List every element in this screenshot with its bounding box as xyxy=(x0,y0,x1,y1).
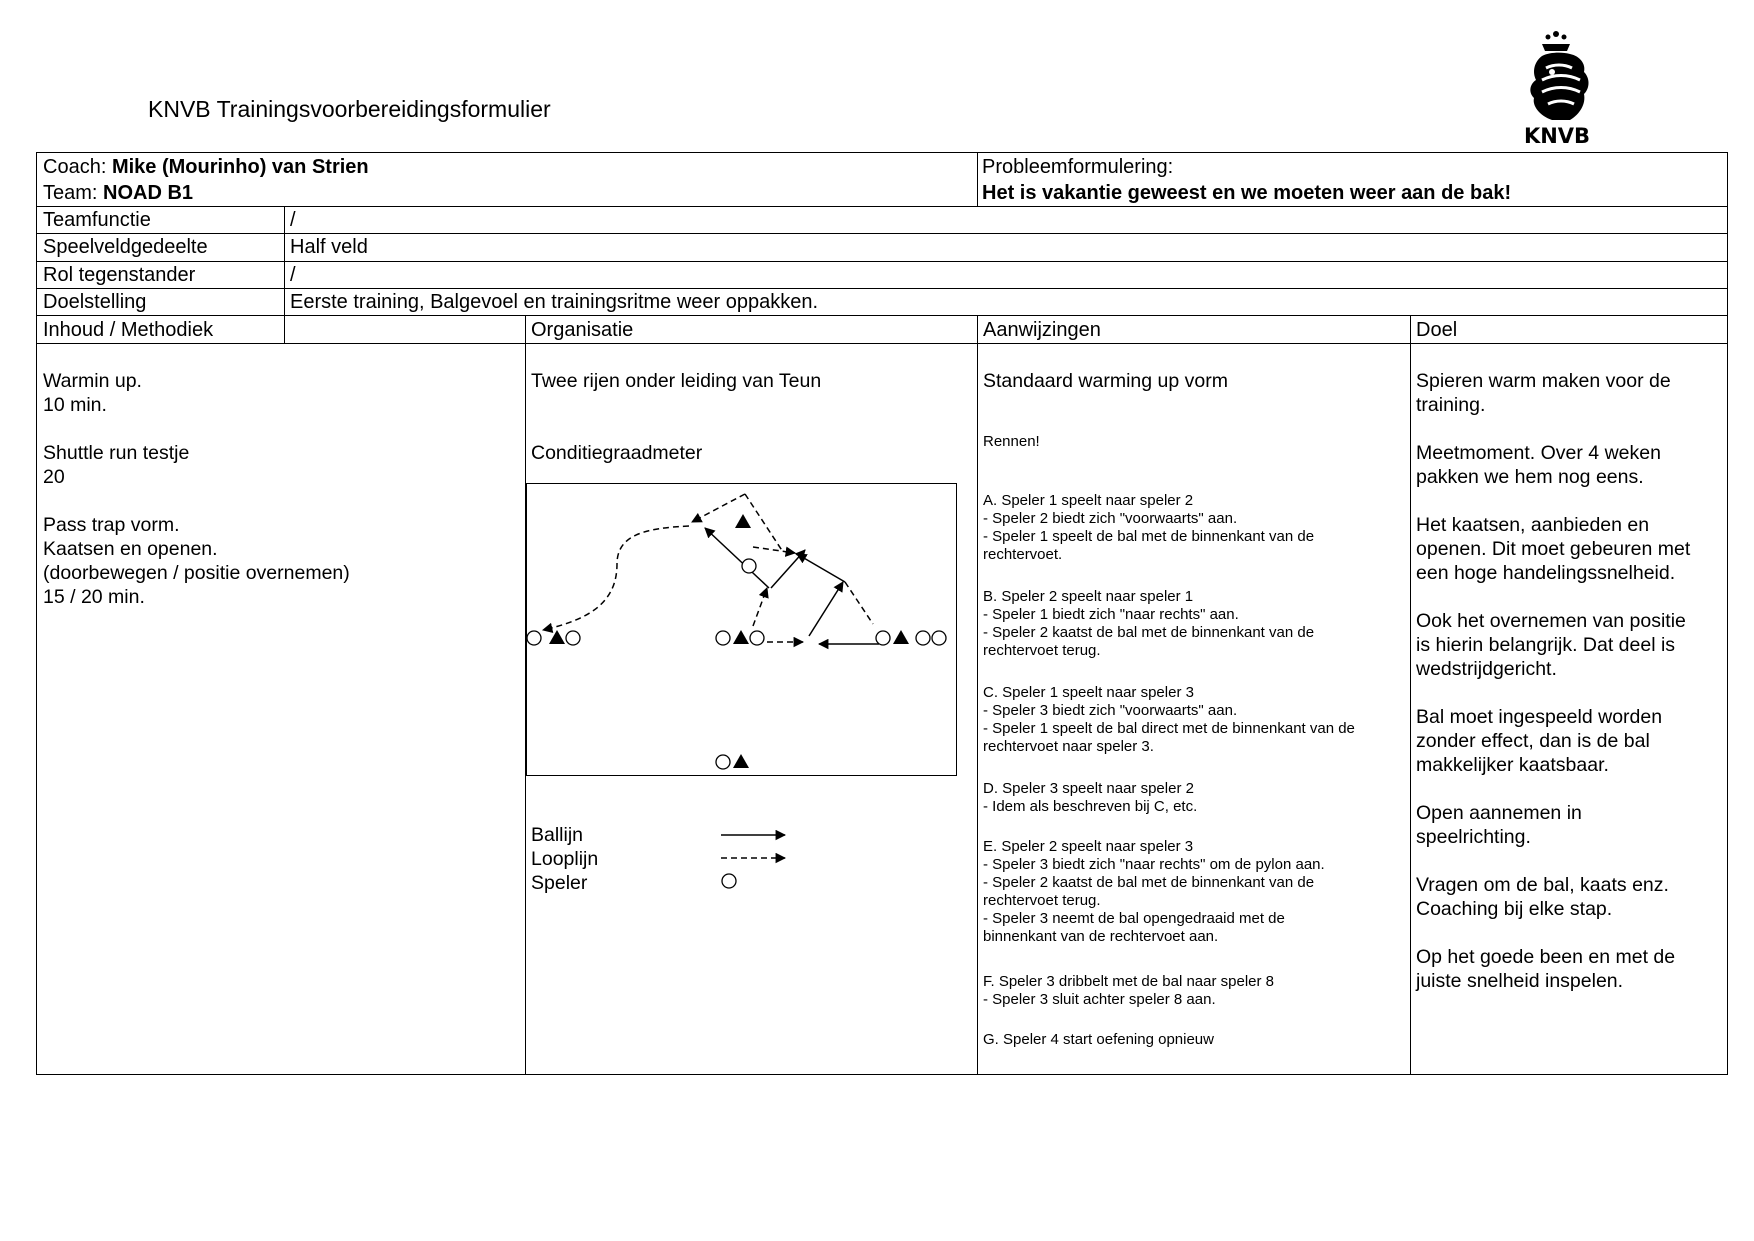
document-title: KNVB Trainingsvoorbereidingsformulier xyxy=(148,96,551,122)
coach-row xyxy=(43,155,369,179)
problem-text: Het is vakantie geweest en we moeten weer aan de bak! xyxy=(982,182,1512,204)
team-row xyxy=(43,181,193,205)
player-icon xyxy=(716,631,730,645)
column-header-doel: Doel xyxy=(1416,319,1458,341)
field-label-teamfunctie: Teamfunctie xyxy=(43,209,151,231)
organisatie-conditie: Conditiegraadmeter xyxy=(531,442,703,464)
coach-name: Mike (Mourinho) van Strien xyxy=(111,156,369,178)
field-label-doelstelling: Doelstelling xyxy=(43,291,147,313)
cone-icon xyxy=(549,630,565,644)
field-value-teamfunctie: / xyxy=(290,209,296,231)
aanwijzing-g: G. Speler 4 start oefening opnieuw xyxy=(983,1031,1214,1048)
doel-coaching: Vragen om de bal, kaats enz. Coaching bij elke stap. xyxy=(1416,874,1669,920)
doel-meetmoment: Meetmoment. Over 4 weken pakken we hem nog eens. xyxy=(1416,442,1661,488)
knvb-logo xyxy=(1512,28,1608,148)
field-value-doelstelling: Eerste training, Balgevoel en trainingsritme weer oppakken. xyxy=(290,291,819,313)
organisatie-warmup: Twee rijen onder leiding van Teun xyxy=(531,370,822,392)
field-value-rol-tegenstander: / xyxy=(290,264,296,286)
player-icon xyxy=(750,631,764,645)
ball-line xyxy=(705,528,769,588)
column-header-organisatie: Organisatie xyxy=(531,319,634,341)
legend-looplijn-label: Looplijn xyxy=(531,848,599,870)
problem-label: Probleemformulering: xyxy=(982,156,1174,178)
cone-icon xyxy=(733,754,749,768)
ball-line xyxy=(809,582,843,636)
column-header-aanwijzingen: Aanwijzingen xyxy=(983,319,1101,341)
run-line xyxy=(745,494,783,552)
run-line xyxy=(845,582,873,624)
run-line xyxy=(692,494,745,522)
training-form xyxy=(36,152,1728,1075)
run-line xyxy=(753,547,795,553)
player-icon xyxy=(566,631,580,645)
player-icon xyxy=(722,874,736,888)
logo-text: KNVB xyxy=(1523,124,1591,148)
field-label-speelveldgedeelte: Speelveldgedeelte xyxy=(43,236,208,258)
player-icon xyxy=(716,755,730,769)
run-line xyxy=(543,526,689,630)
cone-icon xyxy=(735,514,751,528)
doel-overnemen: Ook het overnemen van positie is hierin belangrijk. Dat deel is wedstrijdgericht. xyxy=(1416,610,1686,680)
aanwijzing-f: F. Speler 3 dribbelt met de bal naar speler 8 - Speler 3 sluit achter speler 8 aan. xyxy=(983,973,1274,1008)
legend-ballijn-label: Ballijn xyxy=(531,824,584,846)
column-header-inhoud: Inhoud / Methodiek xyxy=(43,319,214,341)
doel-open-aannemen: Open aannemen in speelrichting. xyxy=(1416,802,1582,848)
inhoud-warmup: Warmin up. 10 min. xyxy=(43,370,142,416)
aanwijzing-e: E. Speler 2 speelt naar speler 3 - Speler 3 biedt zich "naar rechts" om de pylon aan. - Speler 2 kaatst de bal met de binnenkant van de rechtervoet terug. - Speler 3 neemt de bal opengedraaid met de binnenkant van de rechtervoet aan. xyxy=(983,838,1325,945)
ball-line xyxy=(797,554,845,582)
doel-warmup: Spieren warm maken voor de training. xyxy=(1416,370,1671,416)
coach-label: Coach: xyxy=(43,156,107,178)
player-icon xyxy=(916,631,930,645)
inhoud-shuttle-run: Shuttle run testje 20 xyxy=(43,442,190,488)
aanwijzing-c: C. Speler 1 speelt naar speler 3 - Speler 3 biedt zich "voorwaarts" aan. - Speler 1 speelt de bal direct met de binnenkant van de rechtervoet naar speler 3. xyxy=(983,684,1355,755)
team-label: Team: xyxy=(43,182,98,204)
player-icon xyxy=(742,559,756,573)
cone-icon xyxy=(893,630,909,644)
field-label-rol-tegenstander: Rol tegenstander xyxy=(43,264,196,286)
field-value-speelveldgedeelte: Half veld xyxy=(290,236,368,258)
aanwijzingen-warmup: Standaard warming up vorm xyxy=(983,370,1228,392)
doel-inspelen: Bal moet ingespeeld worden zonder effect, dan is de bal makkelijker kaatsbaar. xyxy=(1416,706,1663,776)
inhoud-pass-trap: Pass trap vorm. Kaatsen en openen. (doorbewegen / positie overnemen) 15 / 20 min. xyxy=(43,514,350,608)
pass-pattern-diagram xyxy=(527,484,958,777)
legend-symbols xyxy=(719,825,799,897)
run-line xyxy=(753,588,767,626)
doel-goede-been: Op het goede been en met de juiste snelheid inspelen. xyxy=(1416,946,1676,992)
cone-icon xyxy=(733,630,749,644)
aanwijzing-rennen: Rennen! xyxy=(983,433,1040,450)
aanwijzing-b: B. Speler 2 speelt naar speler 1 - Speler 1 biedt zich "naar rechts" aan. - Speler 2 kaatst de bal met de binnenkant van de rechtervoet terug. xyxy=(983,588,1315,659)
aanwijzing-a: A. Speler 1 speelt naar speler 2 - Speler 2 biedt zich "voorwaarts" aan. - Speler 1 speelt de bal met de binnenkant van de rechtervoet. xyxy=(983,492,1315,563)
player-icon xyxy=(932,631,946,645)
player-icon xyxy=(876,631,890,645)
aanwijzing-d: D. Speler 3 speelt naar speler 2 - Idem als beschreven bij C, etc. xyxy=(983,780,1198,815)
player-icon xyxy=(527,631,541,645)
doel-kaatsen: Het kaatsen, aanbieden en openen. Dit moet gebeuren met een hoge handelingssnelheid. xyxy=(1416,514,1691,584)
legend-speler-label: Speler xyxy=(531,872,588,894)
lion-emblem-icon xyxy=(1512,28,1602,128)
exercise-diagram xyxy=(526,483,957,776)
team-name: NOAD B1 xyxy=(103,182,194,204)
